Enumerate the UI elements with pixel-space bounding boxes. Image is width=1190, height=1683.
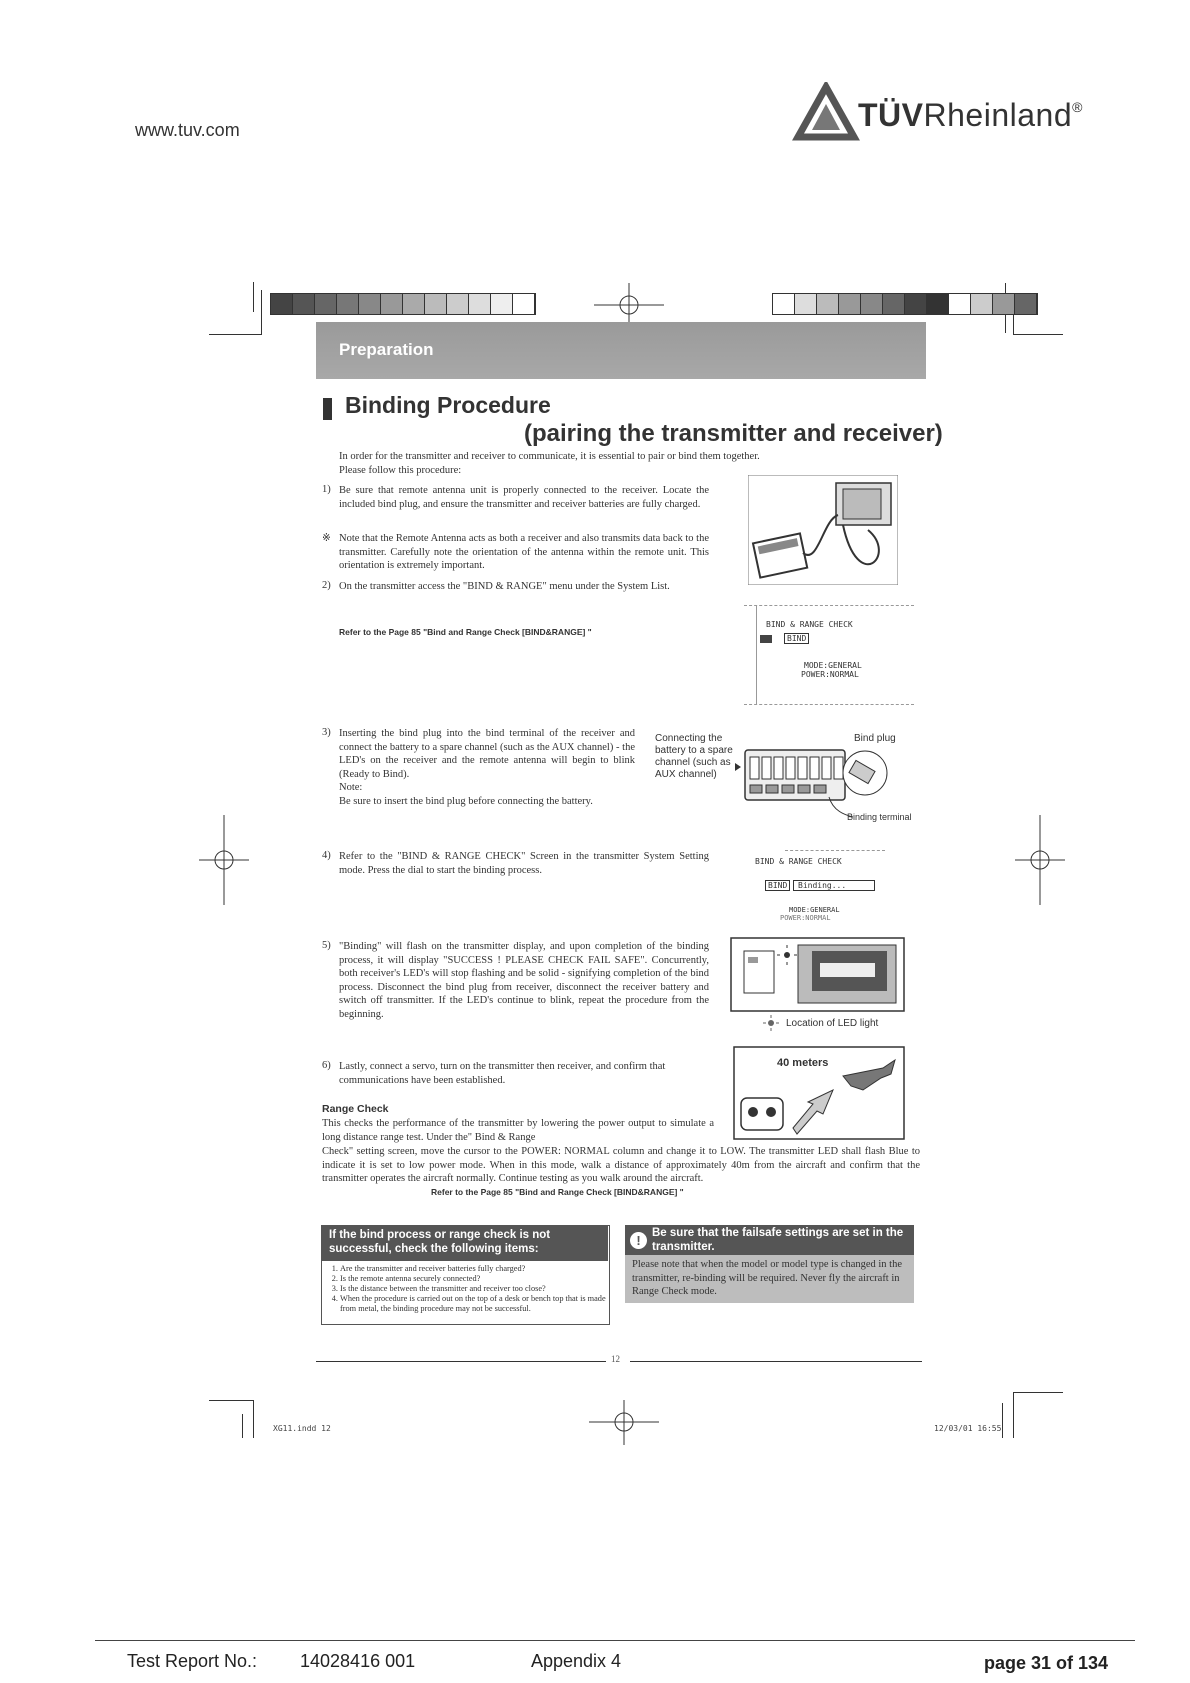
list-item: 1. Are the transmitter and receiver batteries fully charged?: [340, 1264, 616, 1274]
receiver-antenna-illustration: [748, 475, 898, 585]
crop-mark: [253, 1400, 254, 1438]
troubleshooting-list: [326, 1264, 616, 1314]
crop-mark: [209, 334, 262, 335]
lcd-2-power: POWER:NORMAL: [780, 914, 831, 922]
lcd-1-title: BIND & RANGE CHECK: [766, 620, 853, 629]
registration-crosshair-icon: [199, 815, 249, 905]
color-bar-left: [270, 293, 536, 315]
lcd-1-cursor: [760, 635, 772, 643]
lcd-2-title: BIND & RANGE CHECK: [755, 857, 842, 866]
registration-crosshair-icon: [1015, 815, 1065, 905]
crop-mark: [1013, 1392, 1014, 1438]
lcd-2-bind-button: BIND: [765, 880, 790, 891]
page-rule-right: [630, 1361, 922, 1362]
range-check-heading: Range Check: [322, 1103, 389, 1115]
title-marker: [323, 398, 332, 420]
intro-line-2: Please follow this procedure:: [339, 465, 462, 476]
logo-text-regular: Rheinland: [923, 97, 1073, 133]
step-number: 2): [322, 580, 331, 591]
step-5-text: "Binding" will flash on the transmitter display, and upon completion of the binding process, it will display "SUCCESS ! PLEASE CHECK FAIL SAFE". Concurrently, both receiver's LED's will stop flashing and be solid - signifying completion of the bind process. Disconnect the bind plug from receiver, disconnect the receiver battery and switch off transmitter. If the LED's continue to blink, repeat the procedure from the beginning.: [339, 941, 709, 1020]
step-3-note: Be sure to insert the bind plug before connecting the battery.: [339, 796, 593, 807]
note-text: Note that the Remote Antenna acts as both a receiver and also transmits data back to the transmitter. Carefully note the orientation of the antenna within the remote unit. This orientation is extremely important.: [339, 533, 709, 572]
crop-mark: [253, 282, 254, 312]
range-check-text-wide: Check" setting screen, move the cursor to the POWER: NORMAL column and change it to LOW. The transmitter LED shall flash Blue to indicate it is set to low power mode. When in this mode, walk a distance of approximately 40m from the aircraft and confirm that the transmitter operates the aircraft normally. Continue testing as you walk around the aircraft.: [322, 1146, 920, 1185]
logo-text-bold: TÜV: [858, 97, 924, 133]
range-check-reference: Refer to the Page 85 "Bind and Range Check [BIND&RANGE] ": [431, 1187, 684, 1197]
step-number: 6): [322, 1060, 331, 1071]
website-url: www.tuv.com: [135, 120, 240, 140]
lcd-1-power: POWER:NORMAL: [801, 670, 859, 679]
list-item: 2. Is the remote antenna securely connected?: [340, 1274, 616, 1284]
step-4-text: Refer to the "BIND & RANGE CHECK" Screen in the transmitter System Setting mode. Press the dial to start the binding process.: [339, 851, 709, 876]
crop-mark: [1013, 1392, 1063, 1393]
step-2-text: On the transmitter access the "BIND & RANGE" menu under the System List.: [339, 581, 670, 592]
step-3-note-label: Note:: [339, 782, 363, 793]
note-mark: ※: [322, 533, 331, 544]
page-title: Binding Procedure: [345, 392, 551, 418]
color-bar-right: [772, 293, 1038, 315]
step-number: 5): [322, 940, 331, 951]
failsafe-warning-text: Please note that when the model or model type is changed in the transmitter, re-binding will be required. Never fly the aircraft in Range Check mode.: [632, 1259, 903, 1298]
troubleshooting-title: If the bind process or range check is not successful, check the following items:: [329, 1229, 551, 1255]
connect-caption: Connecting the battery to a spare channel (such as AUX channel): [655, 733, 733, 780]
bind-plug-label: Bind plug: [854, 733, 896, 744]
led-location-illustration: [730, 937, 905, 1012]
list-item: 4. When the procedure is carried out on the top of a desk or bench top that is made from metal, the binding procedure may not be successful.: [340, 1294, 616, 1314]
crop-mark: [1013, 334, 1063, 335]
file-reference: XG11.indd 12: [273, 1424, 331, 1433]
led-caption: Location of LED light: [786, 1018, 879, 1029]
binding-terminal-label: Binding terminal: [847, 812, 912, 822]
page-rule-left: [316, 1361, 606, 1362]
distance-label: 40 meters: [777, 1057, 829, 1069]
print-timestamp: 12/03/01 16:55: [934, 1424, 1002, 1433]
logo-wordmark: [858, 97, 1083, 134]
step-number: 3): [322, 727, 331, 738]
report-number-label: Test Report No.:: [127, 1651, 258, 1671]
crop-mark: [261, 290, 262, 335]
footer-rule: [95, 1640, 1135, 1641]
lcd-screen-1: [744, 605, 914, 705]
lcd-sidebar: [744, 606, 757, 704]
lcd-screen-2: [755, 850, 905, 932]
logo-registered-mark: ®: [1072, 99, 1083, 115]
appendix-label: Appendix 4: [531, 1651, 622, 1671]
crop-mark: [209, 1400, 254, 1401]
step-number: 1): [322, 484, 331, 495]
lcd-2-status: Binding...: [793, 880, 875, 891]
crop-mark: [1002, 1403, 1003, 1438]
lcd-2-mode: MODE:GENERAL: [789, 906, 840, 914]
step-1-text: Be sure that remote antenna unit is properly connected to the receiver. Locate the included bind plug, and ensure the transmitter and receiver batteries are fully charged.: [339, 485, 709, 510]
lcd-1-mode: MODE:GENERAL: [804, 661, 862, 670]
list-item: 3. Is the distance between the transmitter and receiver too close?: [340, 1284, 616, 1294]
page-subtitle: (pairing the transmitter and receiver): [524, 420, 943, 447]
intro-line-1: In order for the transmitter and receiver to communicate, it is essential to pair or bind them together.: [339, 451, 760, 462]
step-3-text: Inserting the bind plug into the bind terminal of the receiver and connect the battery to a spare channel (such as the AUX channel) - the LED's on the receiver and the remote antenna will begin to blink (Ready to Bind).: [339, 728, 635, 780]
page-counter: page 31 of 134: [984, 1653, 1109, 1673]
exclamation-icon: !: [630, 1232, 647, 1249]
step-2-reference: Refer to the Page 85 "Bind and Range Check [BIND&RANGE] ": [339, 627, 592, 637]
failsafe-warning-title: Be sure that the failsafe settings are set in the transmitter.: [652, 1227, 904, 1253]
range-check-text-narrow: This checks the performance of the transmitter by lowering the power output to simulate a long distance range test. Under the" Bind & Range: [322, 1118, 714, 1143]
step-6-text: Lastly, connect a servo, turn on the transmitter then receiver, and confirm that communications have been established.: [339, 1061, 666, 1086]
section-label: Preparation: [339, 340, 434, 359]
manual-page-number: 12: [611, 1354, 620, 1364]
step-number: 4): [322, 850, 331, 861]
lcd-1-bind-button: BIND: [784, 633, 809, 644]
lcd-border: [785, 850, 885, 852]
report-number: 14028416 001: [300, 1651, 416, 1671]
crop-mark: [242, 1414, 243, 1438]
led-light-icon: [762, 1014, 780, 1032]
registration-crosshair-icon: [584, 1400, 664, 1445]
